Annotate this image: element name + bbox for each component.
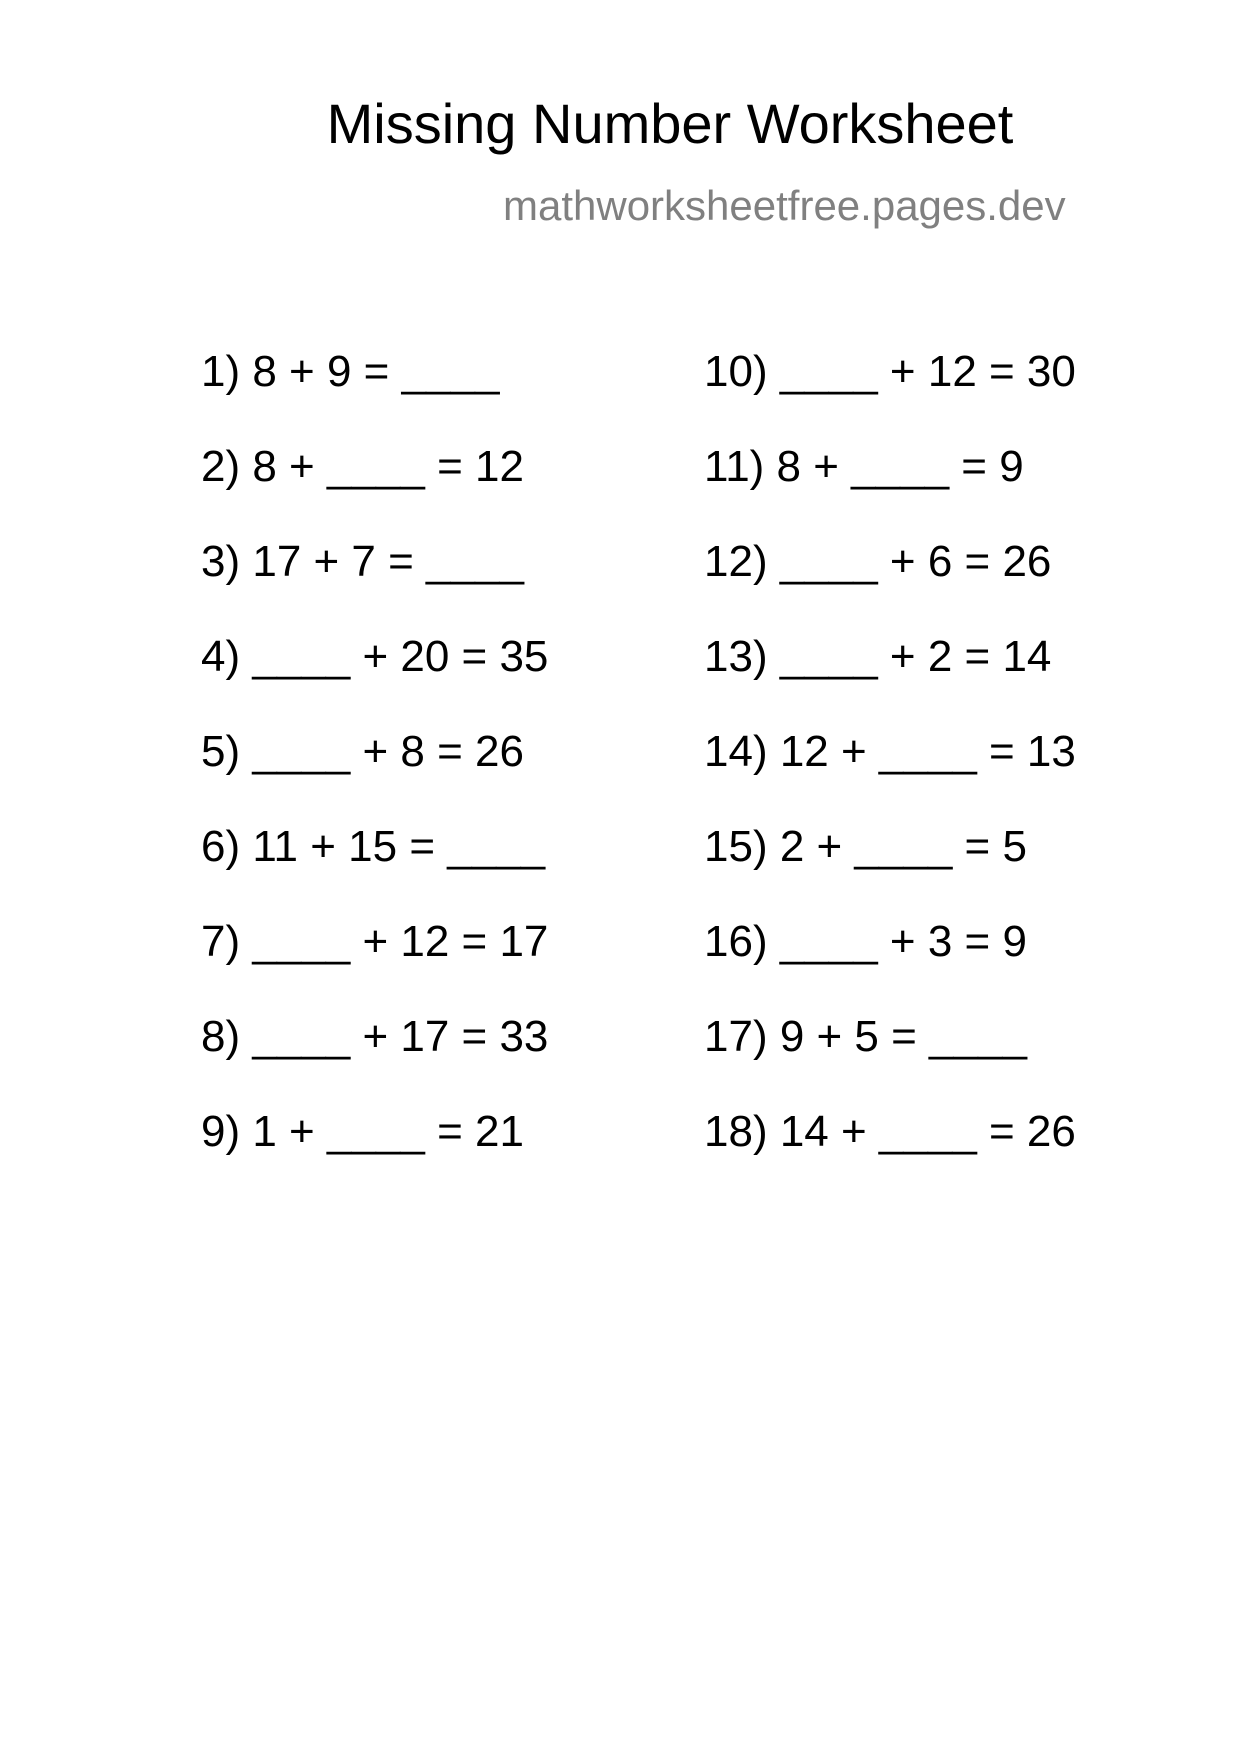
worksheet-title (0, 92, 1240, 155)
problem-16: 16) ____ + 3 = 9 (704, 917, 1027, 966)
worksheet-title-text: Missing Number Worksheet (326, 92, 1014, 155)
problem-17: 17) 9 + 5 = ____ (704, 1012, 1027, 1061)
problems-right-column (704, 347, 1076, 1205)
problem-10: 10) ____ + 12 = 30 (704, 347, 1076, 396)
problem-14: 14) 12 + ____ = 13 (704, 727, 1076, 776)
problem-8: 8) ____ + 17 = 33 (201, 1012, 549, 1061)
problem-13: 13) ____ + 2 = 14 (704, 632, 1052, 681)
problem-11: 11) 8 + ____ = 9 (704, 442, 1024, 491)
problem-7: 7) ____ + 12 = 17 (201, 917, 549, 966)
problem-2: 2) 8 + ____ = 12 (201, 442, 524, 491)
problem-3: 3) 17 + 7 = ____ (201, 537, 524, 586)
problem-12: 12) ____ + 6 = 26 (704, 537, 1052, 586)
website-url: mathworksheetfree.pages.dev (503, 182, 1066, 229)
problem-9: 9) 1 + ____ = 21 (201, 1107, 524, 1156)
problem-15: 15) 2 + ____ = 5 (704, 822, 1027, 871)
problem-4: 4) ____ + 20 = 35 (201, 632, 549, 681)
problem-18: 18) 14 + ____ = 26 (704, 1107, 1076, 1156)
problem-6: 6) 11 + 15 = ____ (201, 822, 546, 871)
problems-left-column (201, 347, 549, 1205)
problem-1: 1) 8 + 9 = ____ (201, 347, 500, 396)
problem-5: 5) ____ + 8 = 26 (201, 727, 524, 776)
